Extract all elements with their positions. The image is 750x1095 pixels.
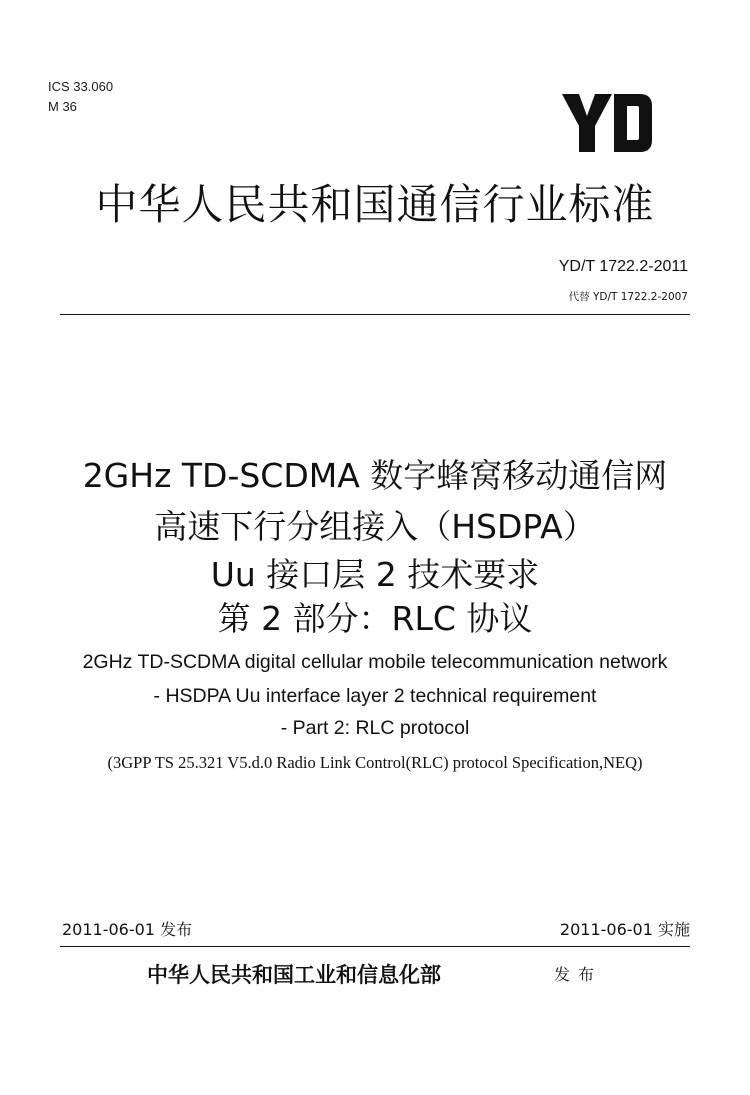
title-en-line-1: 2GHz TD-SCDMA digital cellular mobile telecommunication network (82, 651, 668, 673)
publish-date: 2011-06-01 发布 (62, 920, 193, 939)
issuer-heading: 中华人民共和国通信行业标准 (95, 180, 655, 229)
title-cn-line-2: 高速下行分组接入（HSDPA） (154, 507, 596, 546)
standard-number: YD/T 1722.2-2011 (558, 258, 688, 275)
replaces-standard: 代替 YD/T 1722.2-2007 (568, 291, 688, 303)
title-en-line-2: - HSDPA Uu interface layer 2 technical requirement (153, 685, 597, 707)
yd-logo (562, 92, 652, 156)
ics-code: ICS 33.060 (48, 79, 114, 94)
implementation-date: 2011-06-01 实施 (559, 920, 690, 939)
top-divider (60, 314, 690, 315)
reference-spec: (3GPP TS 25.321 V5.d.0 Radio Link Control(RLC) protocol Specification,NEQ) (107, 753, 643, 772)
title-en-line-3: - Part 2: RLC protocol (280, 717, 470, 739)
publish-label: 发布 (554, 965, 603, 984)
publisher-name: 中华人民共和国工业和信息化部 (147, 962, 441, 987)
title-cn-line-3: Uu 接口层 2 技术要求 (210, 555, 540, 594)
classification-code: M 36 (48, 99, 77, 114)
title-cn-line-4: 第 2 部分：RLC 协议 (217, 599, 533, 638)
title-cn-line-1: 2GHz TD-SCDMA 数字蜂窝移动通信网 (82, 456, 668, 495)
bottom-divider (60, 946, 690, 947)
